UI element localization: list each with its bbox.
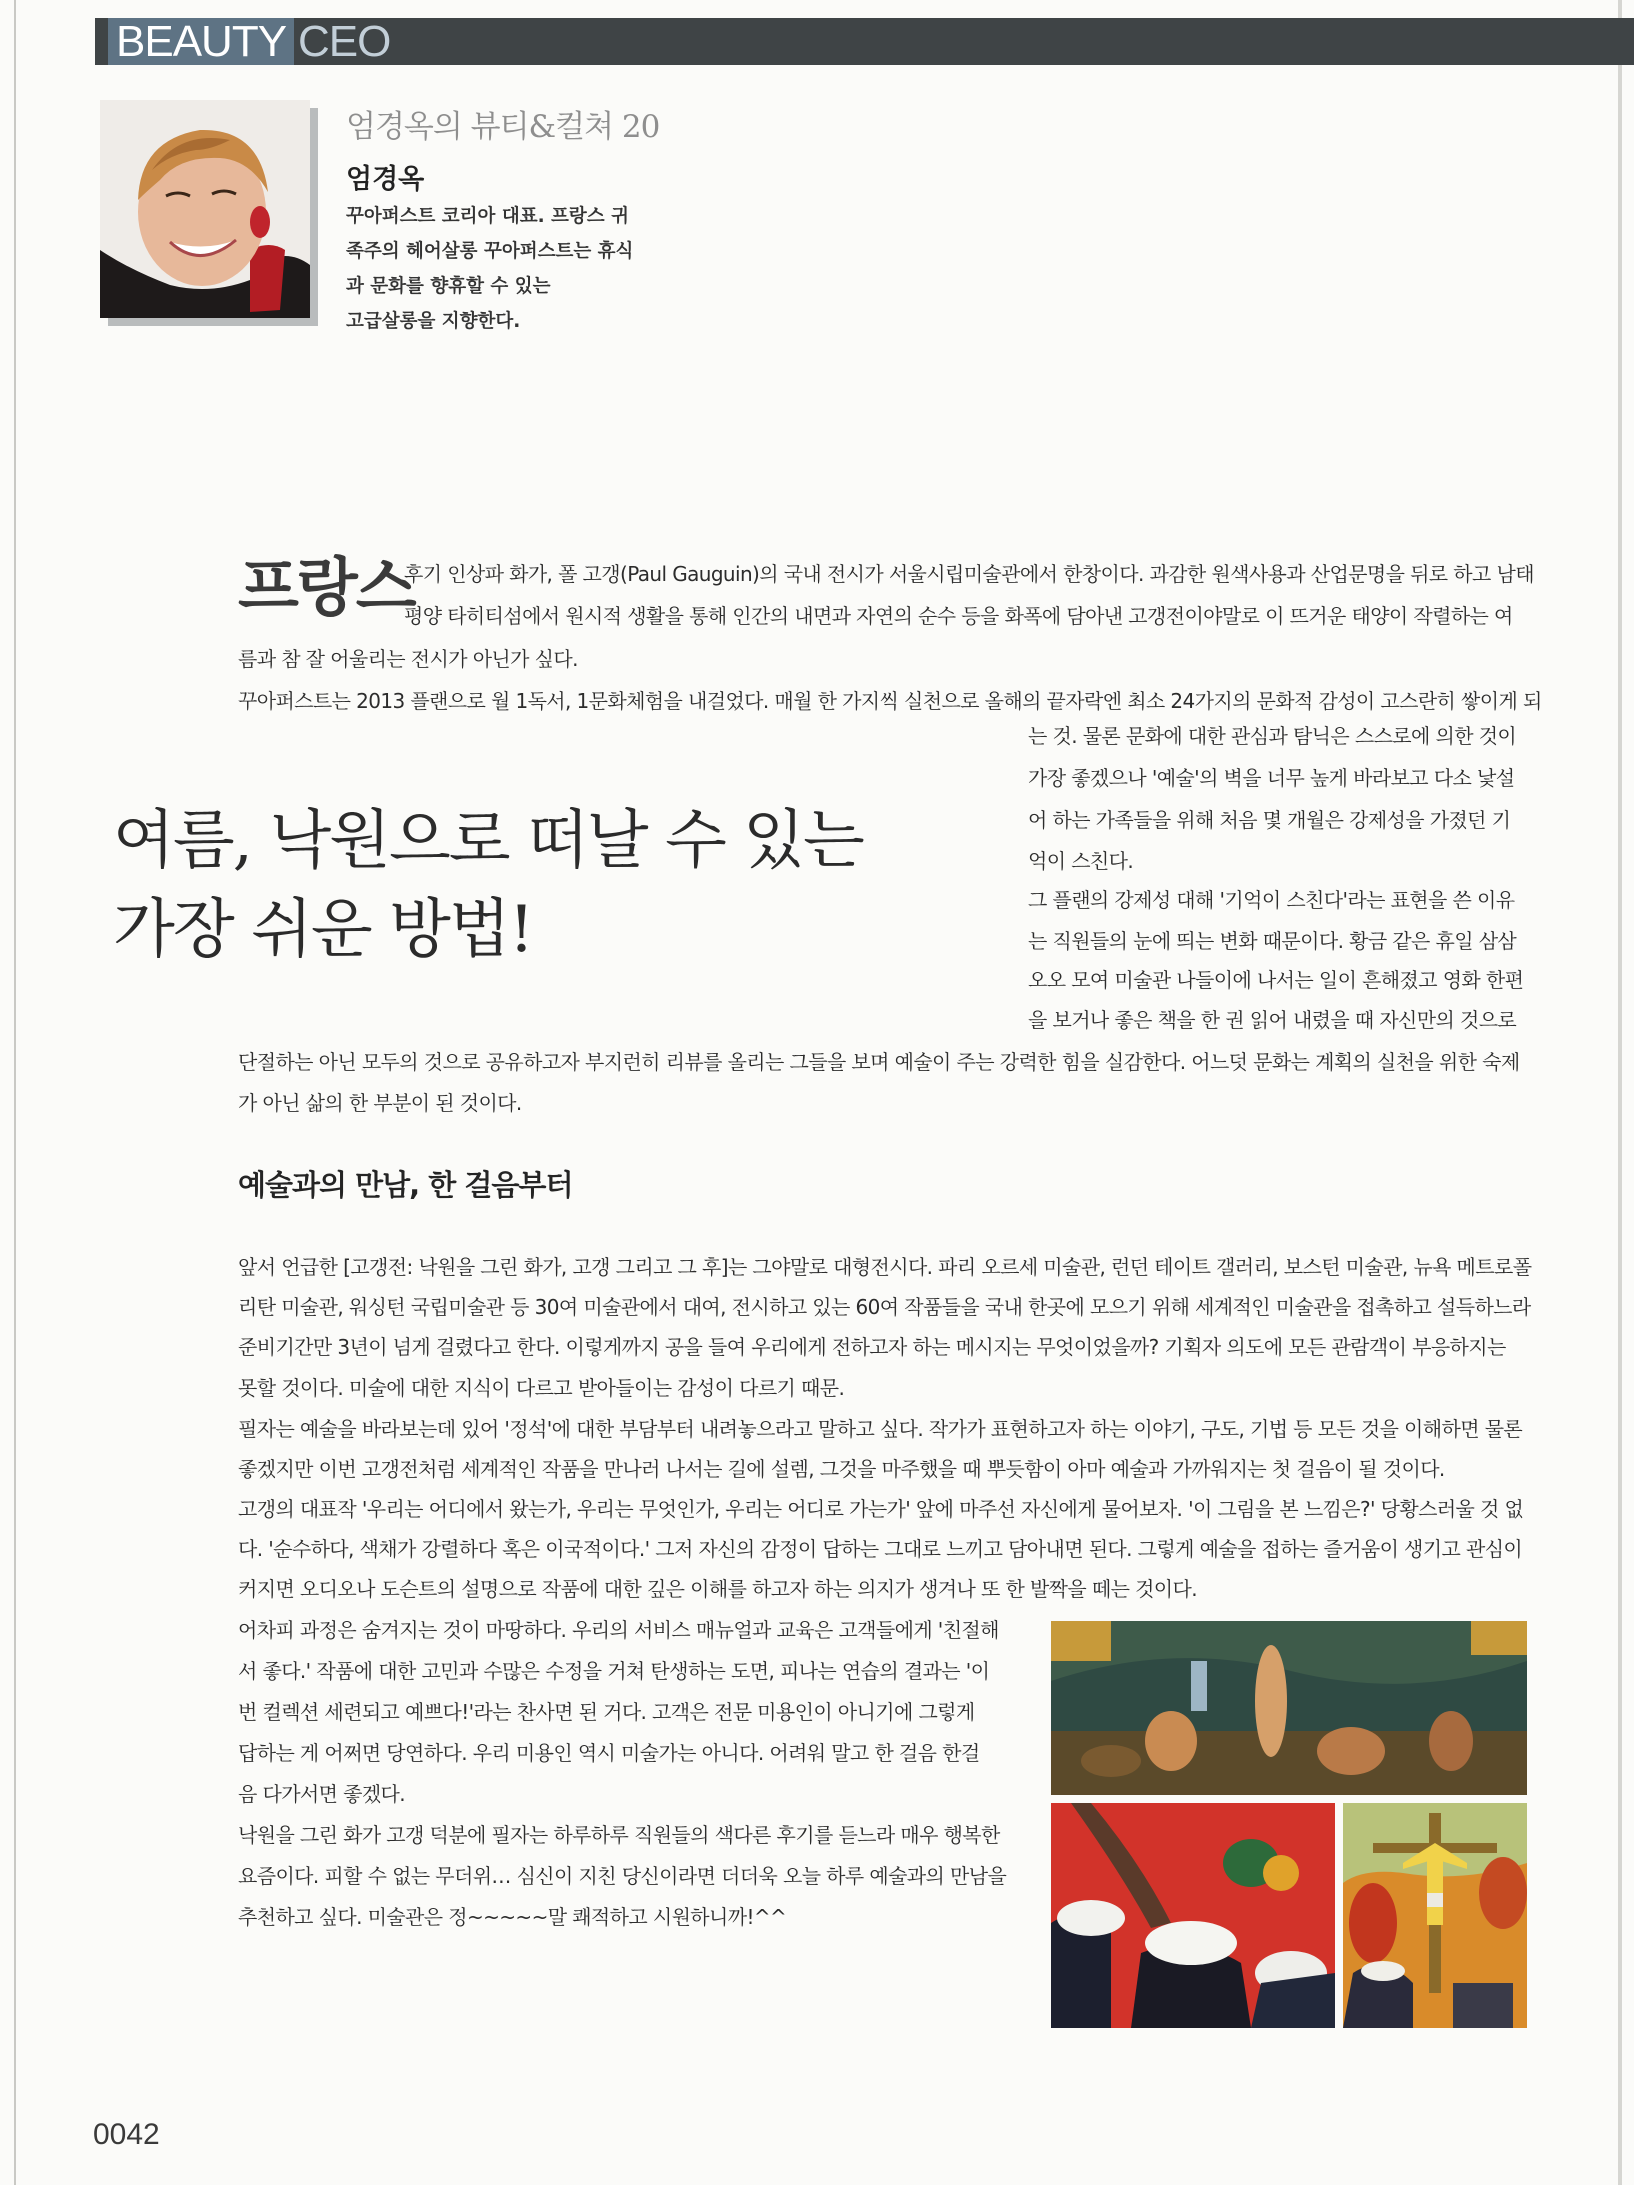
body-line: 는 직원들의 눈에 띄는 변화 때문이다. 황금 같은 휴일 삼삼 bbox=[1028, 929, 1517, 953]
body-line: 단절하는 아닌 모두의 것으로 공유하고자 부지런히 리뷰를 올리는 그들을 보며 예술이 주는 강력한 힘을 실감한다. 어느덧 문화는 계획의 실천을 위한 숙제 bbox=[238, 1050, 1520, 1074]
headline-line: 가장 쉬운 방법! bbox=[113, 893, 533, 967]
body-line: 후기 인상파 화가, 폴 고갱(Paul Gauguin)의 국내 전시가 서울시립미술관에서 한창이다. 과감한 원색사용과 산업문명을 뒤로 하고 남태 bbox=[404, 562, 1534, 586]
body-line: 좋겠지만 이번 고갱전처럼 세계적인 작품을 만나러 나서는 길에 설렘, 그것을 마주했을 때 뿌듯함이 아마 예술과 가까워지는 첫 걸음이 될 것이다. bbox=[238, 1457, 1445, 1481]
body-line: 오오 모여 미술관 나들이에 나서는 일이 흔해졌고 영화 한편 bbox=[1028, 968, 1524, 992]
body-line: 못할 것이다. 미술에 대한 지식이 다르고 받아들이는 감성이 다르기 때문. bbox=[238, 1376, 845, 1400]
body-line: 준비기간만 3년이 넘게 걸렸다고 한다. 이렇게까지 공을 들여 우리에게 전하고자 하는 메시지는 무엇이었을까? 기획자 의도에 모든 관람객이 부응하지는 bbox=[238, 1335, 1506, 1359]
body-line: 요즘이다. 피할 수 없는 무더위… 심신이 지친 당신이라면 더더욱 오늘 하루 예술과의 만남을 bbox=[238, 1864, 1007, 1888]
author-photo bbox=[100, 100, 310, 318]
section-sub-label: CEO bbox=[298, 17, 391, 66]
series-title: 엄경옥의 뷰티&컬쳐 20 bbox=[346, 109, 660, 145]
body-line: 낙원을 그린 화가 고갱 덕분에 필자는 하루하루 직원들의 색다른 후기를 듣느라 매우 행복한 bbox=[238, 1823, 1000, 1847]
bio-line: 고급살롱을 지향한다. bbox=[346, 311, 521, 332]
body-line: 꾸아퍼스트는 2013 플랜으로 월 1독서, 1문화체험을 내걸었다. 매월 한 가지씩 실천으로 올해의 끝자락엔 최소 24가지의 문화적 감성이 고스란히 쌓이게 되 bbox=[238, 689, 1542, 713]
headline-line: 여름, 낙원으로 떠날 수 있는 bbox=[113, 804, 863, 878]
body-line: 서 좋다.' 작품에 대한 고민과 수많은 수정을 거쳐 탄생하는 도면, 피나는 연습의 결과는 '이 bbox=[238, 1659, 990, 1683]
body-line: 번 컬렉션 세련되고 예쁘다!'라는 찬사면 된 거다. 고객은 전문 미용인이 아니기에 그렇게 bbox=[238, 1700, 975, 1724]
body-line: 추천하고 싶다. 미술관은 정~~~~~말 쾌적하고 시원하니까!^^ bbox=[238, 1905, 787, 1929]
body-line: 을 보거나 좋은 책을 한 권 읽어 내렸을 때 자신만의 것으로 bbox=[1028, 1008, 1517, 1032]
body-line: 가 아닌 삶의 한 부분이 된 것이다. bbox=[238, 1091, 522, 1115]
body-line: 앞서 언급한 [고갱전: 낙원을 그린 화가, 고갱 그리고 그 후]는 그야말로 대형전시다. 파리 오르세 미술관, 런던 테이트 갤러리, 보스턴 미술관, 뉴욕 메트로폴 bbox=[238, 1255, 1532, 1279]
body-line: 는 것. 물론 문화에 대한 관심과 탐닉은 스스로에 의한 것이 bbox=[1028, 724, 1517, 748]
body-line: 그 플랜의 강제성 대해 '기억이 스친다'라는 표현을 쓴 이유 bbox=[1028, 888, 1515, 912]
section-label: BEAUTY bbox=[108, 18, 294, 65]
bio-line: 과 문화를 향휴할 수 있는 bbox=[346, 276, 551, 297]
body-line: 답하는 게 어쩌면 당연하다. 우리 미용인 역시 미술가는 아니다. 어려워 말고 한 걸음 한걸 bbox=[238, 1741, 980, 1765]
painting-vision-after-sermon bbox=[1051, 1803, 1335, 2028]
page-edge-right bbox=[1618, 0, 1622, 2185]
author-bio bbox=[346, 199, 676, 339]
author-name: 엄경옥 bbox=[346, 164, 425, 195]
body-line: 다. '순수하다, 색채가 강렬하다 혹은 이국적이다.' 그저 자신의 감정이 답하는 그대로 느끼고 담아내면 된다. 그렇게 예술을 접하는 즐거움이 생기고 관심이 bbox=[238, 1537, 1523, 1561]
body-line: 평양 타히티섬에서 원시적 생활을 통해 인간의 내면과 자연의 순수 등을 화폭에 담아낸 고갱전이야말로 이 뜨거운 태양이 작렬하는 여 bbox=[404, 604, 1513, 628]
painting-where-do-we-come-from bbox=[1051, 1621, 1527, 1795]
painting-yellow-christ bbox=[1343, 1803, 1527, 2028]
body-line: 음 다가서면 좋겠다. bbox=[238, 1782, 406, 1806]
body-line: 어차피 과정은 숨겨지는 것이 마땅하다. 우리의 서비스 매뉴얼과 교육은 고객들에게 '친절해 bbox=[238, 1618, 999, 1642]
dropcap-word: 프랑스 bbox=[238, 551, 415, 624]
body-line: 커지면 오디오나 도슨트의 설명으로 작품에 대한 깊은 이해를 하고자 하는 의지가 생겨나 또 한 발짝을 떼는 것이다. bbox=[238, 1577, 1197, 1601]
body-line: 가장 좋겠으나 '예술'의 벽을 너무 높게 바라보고 다소 낯설 bbox=[1028, 766, 1515, 790]
body-line: 필자는 예술을 바라보는데 있어 '정석'에 대한 부담부터 내려놓으라고 말하고 싶다. 작가가 표현하고자 하는 이야기, 구도, 기법 등 모든 것을 이해하면 물론 bbox=[238, 1417, 1523, 1441]
section-heading: 예술과의 만남, 한 걸음부터 bbox=[238, 1168, 573, 1202]
page-edge bbox=[14, 0, 16, 2185]
body-line: 름과 참 잘 어울리는 전시가 아닌가 싶다. bbox=[238, 647, 578, 671]
body-line: 고갱의 대표작 '우리는 어디에서 왔는가, 우리는 무엇인가, 우리는 어디로 가는가' 앞에 마주선 자신에게 물어보자. '이 그림을 본 느낌은?' 당황스러울 것 없 bbox=[238, 1497, 1524, 1521]
body-line: 리탄 미술관, 워싱턴 국립미술관 등 30여 미술관에서 대여, 전시하고 있는 60여 작품들을 국내 한곳에 모으기 위해 세계적인 미술관을 접촉하고 설득하느라 bbox=[238, 1295, 1531, 1319]
page-number: 0042 bbox=[93, 2118, 160, 2151]
bio-line: 꾸아퍼스트 코리아 대표. 프랑스 귀 bbox=[346, 206, 629, 227]
body-line: 억이 스친다. bbox=[1028, 849, 1134, 873]
body-line: 어 하는 가족들을 위해 처음 몇 개월은 강제성을 가졌던 기 bbox=[1028, 808, 1511, 832]
bio-line: 족주의 헤어살롱 꾸아퍼스트는 휴식 bbox=[346, 241, 634, 262]
